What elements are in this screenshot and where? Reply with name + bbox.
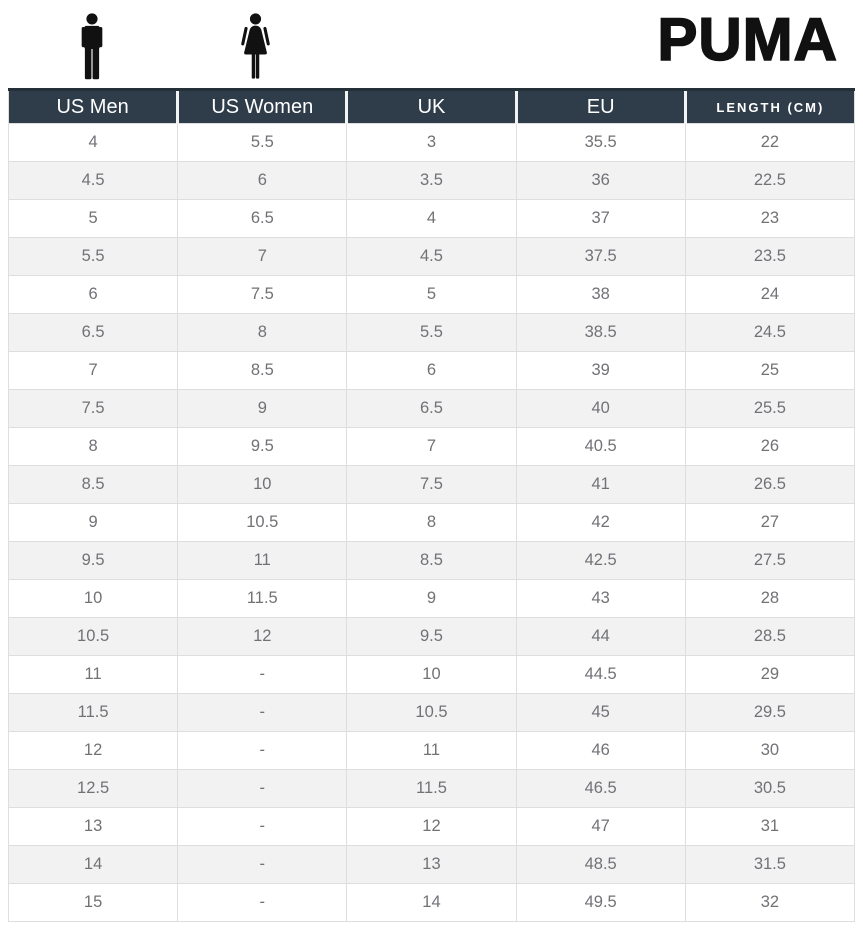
table-row [9,466,855,504]
table-cell: 9.5 [178,428,347,466]
table-cell: 11 [347,732,516,770]
puma-logo: PUMA [657,6,838,73]
table-cell: 9 [178,390,347,428]
table-cell: - [178,770,347,808]
column-header-length-cm: LENGTH (CM) [685,90,854,124]
header-row [9,90,855,124]
table-cell: - [178,884,347,922]
table-cell: 36 [516,162,685,200]
table-cell: 44.5 [516,656,685,694]
table-cell: 7 [9,352,178,390]
table-cell: 26 [685,428,854,466]
table-cell: - [178,808,347,846]
table-cell: 37.5 [516,238,685,276]
table-cell: 41 [516,466,685,504]
table-cell: 11.5 [347,770,516,808]
table-cell: 6.5 [178,200,347,238]
size-chart-table [8,88,855,922]
table-cell: 10 [347,656,516,694]
column-header-eu: EU [516,90,685,124]
table-cell: 3 [347,124,516,162]
table-cell: 25.5 [685,390,854,428]
table-row [9,542,855,580]
table-row [9,124,855,162]
table-cell: 49.5 [516,884,685,922]
column-header-us-women: US Women [178,90,347,124]
table-cell: 10.5 [9,618,178,656]
table-cell: 22 [685,124,854,162]
table-cell: 38.5 [516,314,685,352]
table-row [9,846,855,884]
table-row [9,656,855,694]
table-cell: 3.5 [347,162,516,200]
table-cell: 5.5 [9,238,178,276]
table-cell: 6.5 [9,314,178,352]
table-cell: 12.5 [9,770,178,808]
table-cell: 4 [347,200,516,238]
table-cell: 12 [178,618,347,656]
table-row [9,808,855,846]
table-cell: 8 [9,428,178,466]
table-cell: 35.5 [516,124,685,162]
table-cell: 40.5 [516,428,685,466]
table-cell: 13 [9,808,178,846]
table-cell: 9.5 [347,618,516,656]
column-header-uk: UK [347,90,516,124]
table-cell: 24 [685,276,854,314]
table-cell: 24.5 [685,314,854,352]
table-row [9,428,855,466]
table-row [9,162,855,200]
table-cell: 9 [9,504,178,542]
table-cell: 22.5 [685,162,854,200]
table-cell: 14 [347,884,516,922]
table-cell: 7.5 [347,466,516,504]
table-cell: 31.5 [685,846,854,884]
table-cell: 11.5 [178,580,347,618]
table-cell: 7 [347,428,516,466]
size-table-body [9,124,855,922]
table-cell: - [178,846,347,884]
table-cell: 40 [516,390,685,428]
table-cell: 30 [685,732,854,770]
table-cell: - [178,694,347,732]
table-cell: 25 [685,352,854,390]
table-cell: 28 [685,580,854,618]
table-cell: 39 [516,352,685,390]
table-cell: 29.5 [685,694,854,732]
table-cell: 31 [685,808,854,846]
table-cell: 6 [9,276,178,314]
table-cell: 5.5 [178,124,347,162]
table-cell: 29 [685,656,854,694]
table-cell: 10 [178,466,347,504]
table-cell: 27 [685,504,854,542]
column-header-us-men: US Men [9,90,178,124]
table-cell: 46.5 [516,770,685,808]
table-cell: 7.5 [178,276,347,314]
table-cell: 15 [9,884,178,922]
table-cell: 5.5 [347,314,516,352]
table-cell: 11 [9,656,178,694]
table-cell: 9.5 [9,542,178,580]
table-cell: 6 [347,352,516,390]
table-cell: 11.5 [9,694,178,732]
top-bar [0,0,863,88]
table-row [9,238,855,276]
table-cell: 10.5 [178,504,347,542]
table-cell: 46 [516,732,685,770]
table-row [9,504,855,542]
table-cell: 6.5 [347,390,516,428]
table-row [9,352,855,390]
table-cell: 8.5 [9,466,178,504]
table-cell: 45 [516,694,685,732]
table-cell: 26.5 [685,466,854,504]
table-cell: 8 [178,314,347,352]
table-cell: 4.5 [347,238,516,276]
table-cell: 32 [685,884,854,922]
man-icon [79,13,105,80]
table-row [9,276,855,314]
table-cell: 5 [347,276,516,314]
table-cell: - [178,656,347,694]
table-row [9,618,855,656]
table-row [9,390,855,428]
table-row [9,694,855,732]
table-cell: 43 [516,580,685,618]
table-cell: 42.5 [516,542,685,580]
table-cell: 44 [516,618,685,656]
table-cell: - [178,732,347,770]
table-cell: 8 [347,504,516,542]
table-cell: 4 [9,124,178,162]
table-cell: 12 [9,732,178,770]
table-cell: 10.5 [347,694,516,732]
table-row [9,314,855,352]
table-cell: 28.5 [685,618,854,656]
table-cell: 37 [516,200,685,238]
table-cell: 9 [347,580,516,618]
table-cell: 7.5 [9,390,178,428]
table-cell: 6 [178,162,347,200]
table-cell: 11 [178,542,347,580]
size-table-header [9,90,855,124]
table-cell: 8.5 [178,352,347,390]
table-cell: 47 [516,808,685,846]
table-cell: 42 [516,504,685,542]
woman-icon [240,13,271,80]
table-row [9,884,855,922]
table-row [9,580,855,618]
table-cell: 8.5 [347,542,516,580]
table-row [9,732,855,770]
table-cell: 13 [347,846,516,884]
table-cell: 27.5 [685,542,854,580]
table-cell: 38 [516,276,685,314]
table-row [9,200,855,238]
table-cell: 12 [347,808,516,846]
table-cell: 5 [9,200,178,238]
table-row [9,770,855,808]
table-cell: 10 [9,580,178,618]
table-cell: 23.5 [685,238,854,276]
table-cell: 4.5 [9,162,178,200]
table-cell: 48.5 [516,846,685,884]
table-cell: 23 [685,200,854,238]
table-cell: 30.5 [685,770,854,808]
table-cell: 7 [178,238,347,276]
table-cell: 14 [9,846,178,884]
